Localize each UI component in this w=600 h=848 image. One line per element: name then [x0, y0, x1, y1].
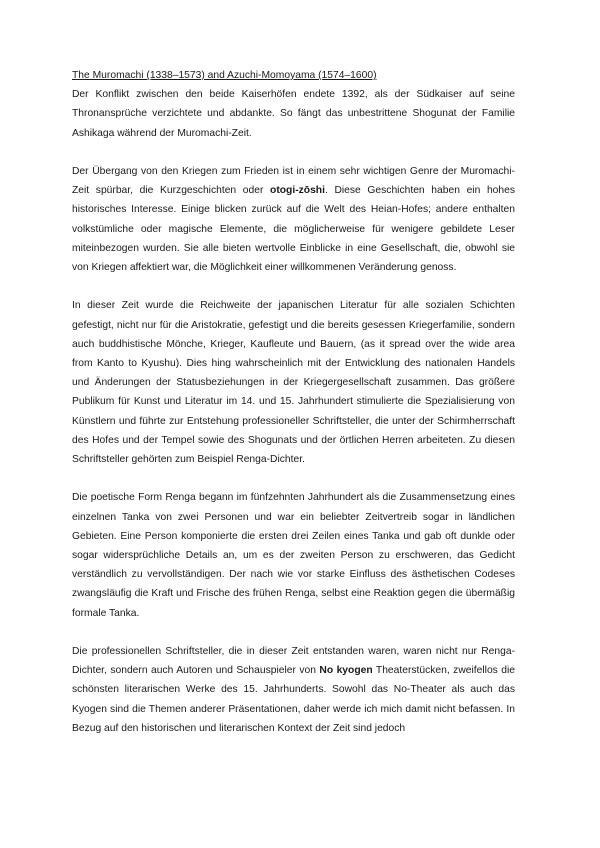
paragraph-text: Der Übergang von den Kriegen zum Frieden ist in einem sehr wichtigen Genre der Muromachi-Zeit spürbar, die Kurzgeschichten oder: [72, 166, 515, 197]
section-heading: The Muromachi (1338–1573) and Azuchi-Momoyama (1574–1600): [72, 70, 377, 81]
paragraph-text: Theaterstücken, zweifellos die schönsten literarischen Werke des 15. Jahrhunderts. Sowohl das No-Theater als auch das Kyogen sind die Themen anderer Präsentationen, daher werde ich mich damit nicht befassen. In Bezug auf den historischen und literarischen Kontext der Zeit sind jedoch: [72, 665, 516, 734]
paragraph-text: . Diese Geschichten haben ein hohes historisches Interesse. Einige blicken zurück auf die Welt des Heian-Hofes; andere enthalten volkstümliche oder magische Elemente, die möglicherweise für wenigere gebildete Leser miteinbezogen wurden. Sie alle bieten wertvolle Einblicke in eine Gesellschaft, die, obwohl sie von Kriegen affektiert war, die Möglichkeit einer willkommenen Veränderung genoss.: [72, 185, 515, 274]
paragraph-2: [72, 162, 515, 277]
paragraph-3: [72, 296, 515, 469]
paragraph-text: Der Konflikt zwischen den beide Kaiserhöfen endete 1392, als der Südkaiser auf seine Thronansprüche verzichtete und abdankte. So fängt das unbestrittene Shogunat der Familie Ashikaga während der Muromachi-Zeit.: [72, 89, 515, 139]
paragraph-text: Die professionellen Schriftsteller, die in dieser Zeit entstanden waren, waren nicht nur Renga-Dichter, sondern auch Autoren und Schauspieler von: [72, 646, 515, 677]
term-otogi-zoshi: otogi-zōshi: [270, 185, 325, 197]
paragraph-text: Die poetische Form Renga begann im fünfzehnten Jahrhundert als die Zusammensetzung eines einzelnen Tanka von zwei Personen und war ein beliebter Zeitvertreib sogar in ländlichen Gebieten. Eine Person komponierte die ersten drei Zeilen eines Tanka und gab oft dunkle oder sogar widersprüchliche Details an, um es der zweiten Person zu erschweren, das Gedicht verständlich zu vervollständigen. Der nach wie vor starke Einfluss des ästhetischen Codeses zwangsläufig die Kraft und Frische des frühen Renga, selbst eine Reaktion gegen die übermäßig formale Tanka.: [72, 492, 515, 619]
paragraph-text: In dieser Zeit wurde die Reichweite der japanischen Literatur für alle sozialen Schichten gefestigt, nicht nur für die Aristokratie, gefestigt und die bereits gesessen Kriegerfamilie, sondern auch buddhistische Mönche, Krieger, Kaufleute und Bauern, (as it spread over the wide area from Kanto to Kyushu). Dies hing wahrscheinlich mit der Entwicklung des nationalen Handels und Änderungen der Statusbeziehungen in der Kriegergesellschaft zusammen. Das größere Publikum für Kunst und Literatur im 14. und 15. Jahrhundert stimulierte die Spezialisierung von Künstlern und führte zur Entstehung professioneller Schriftsteller, die unter der Schirmherrschaft des Hofes und der Tempel sowie des Shogunats und der örtlichen Herren arbeiteten. Zu diesen Schriftsteller gehörten zum Beispiel Renga-Dichter.: [72, 300, 515, 466]
document-page: [72, 66, 515, 757]
paragraph-1: [72, 85, 515, 143]
paragraph-5: [72, 642, 515, 738]
term-no-kyogen: No kyogen: [319, 665, 373, 677]
paragraph-4: [72, 488, 515, 622]
